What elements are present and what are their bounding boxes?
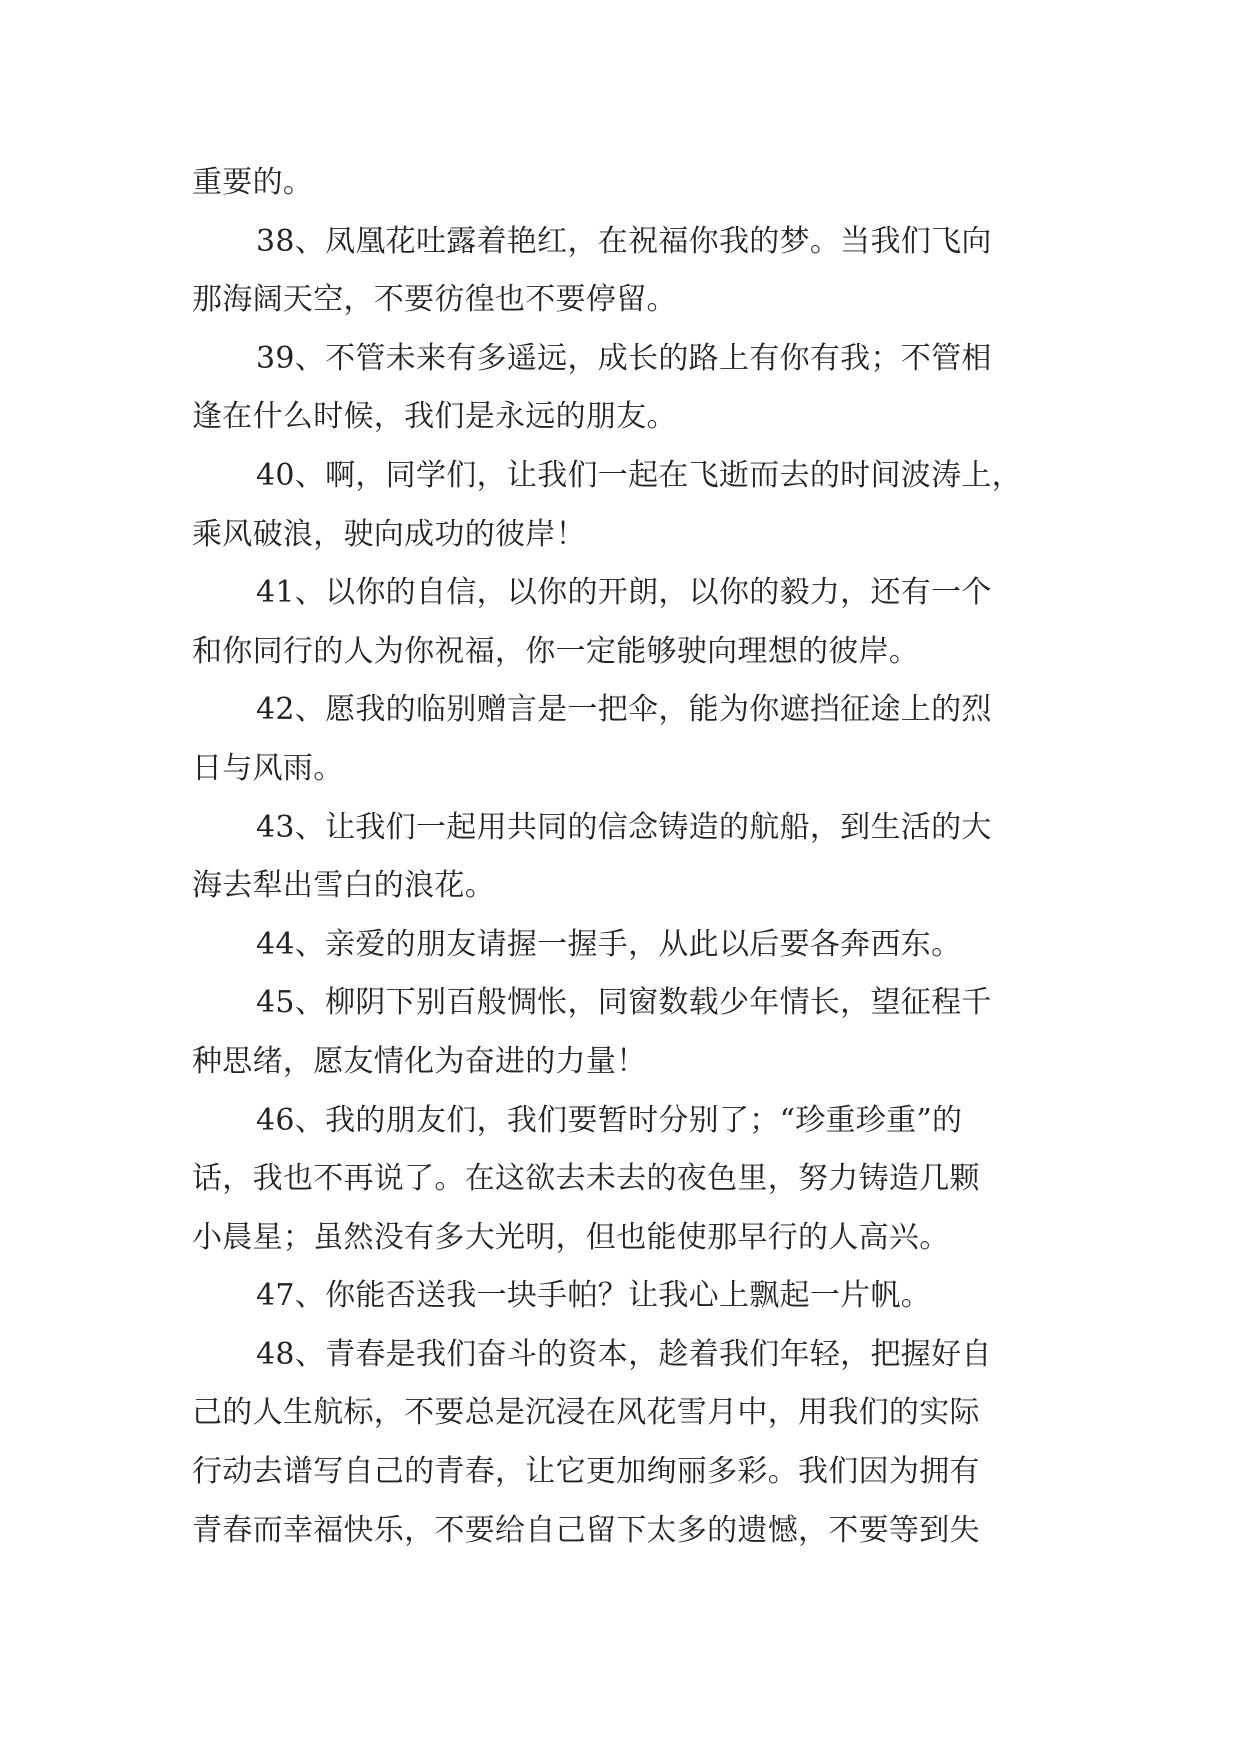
text-line: 己的人生航标，不要总是沉浸在风花雪月中，用我们的实际 [192, 1395, 980, 1431]
text-line: 48、青春是我们奋斗的资本，趁着我们年轻，把握好自 [256, 1336, 992, 1372]
text-line: 46、我的朋友们，我们要暂时分别了；“珍重珍重”的 [256, 1102, 963, 1138]
text-line: 45、柳阴下别百般惆怅，同窗数载少年情长，望征程千 [256, 985, 992, 1021]
text-line: 和你同行的人为你祝福，你一定能够驶向理想的彼岸。 [192, 633, 920, 669]
text-line: 种思绪，愿友情化为奋进的力量！ [192, 1043, 647, 1079]
text-line: 日与风雨。 [192, 750, 344, 786]
text-line: 39、不管未来有多遥远，成长的路上有你有我；不管相 [256, 340, 992, 376]
document-body [192, 154, 1052, 1560]
text-line: 那海阔天空，不要彷徨也不要停留。 [192, 282, 677, 318]
text-line: 话，我也不再说了。在这欲去未去的夜色里，努力铸造几颗 [192, 1161, 980, 1197]
text-line: 逢在什么时候，我们是永远的朋友。 [192, 399, 677, 435]
text-line: 47、你能否送我一块手帕？让我心上飘起一片帆。 [256, 1278, 932, 1314]
text-line: 38、凤凰花吐露着艳红，在祝福你我的梦。当我们飞向 [256, 223, 992, 259]
text-line: 重要的。 [192, 165, 314, 200]
text-line: 41、以你的自信，以你的开朗，以你的毅力，还有一个 [256, 575, 992, 611]
text-line: 44、亲爱的朋友请握一握手，从此以后要各奔西东。 [256, 926, 962, 962]
text-line: 小晨星；虽然没有多大光明，但也能使那早行的人高兴。 [192, 1219, 950, 1255]
text-line: 青春而幸福快乐，不要给自己留下太多的遗憾，不要等到失 [192, 1512, 980, 1548]
text-line: 行动去谱写自己的青春，让它更加绚丽多彩。我们因为拥有 [192, 1454, 980, 1490]
text-line: 42、愿我的临别赠言是一把伞，能为你遮挡征途上的烈 [256, 692, 992, 728]
text-line: 海去犁出雪白的浪花。 [192, 868, 495, 904]
text-line: 43、让我们一起用共同的信念铸造的航船，到生活的大 [256, 809, 992, 845]
text-line: 40、啊，同学们，让我们一起在飞逝而去的时间波涛上， [256, 457, 1022, 493]
text-line: 乘风破浪，驶向成功的彼岸！ [192, 516, 586, 552]
